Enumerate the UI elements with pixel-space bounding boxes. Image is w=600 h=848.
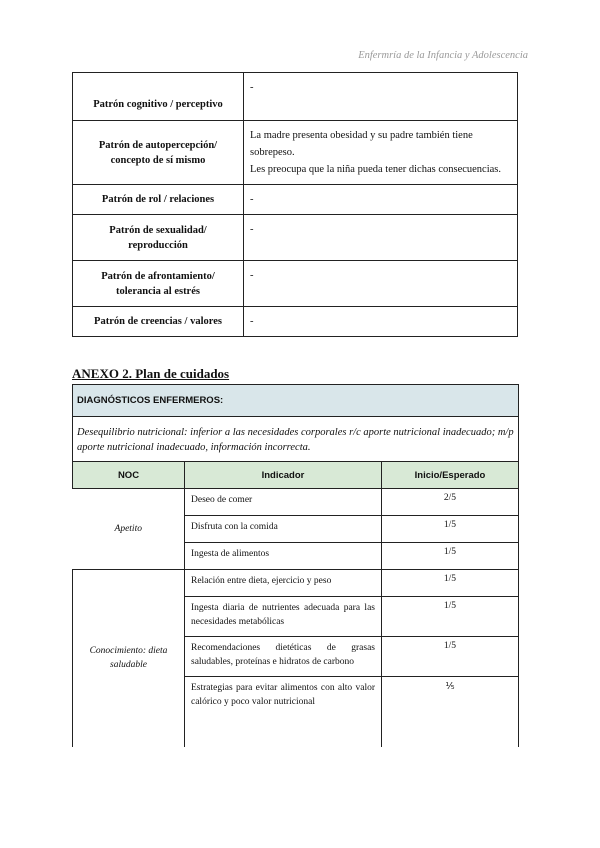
pattern-value: - [244, 215, 518, 261]
patterns-table [72, 72, 518, 337]
value-cell: 1/5 [382, 597, 519, 637]
indicator-cell: Ingesta diaria de nutrientes adecuada para las necesidades metabólicas [185, 597, 382, 637]
pattern-label: Patrón cognitivo / perceptivo [73, 73, 244, 121]
diagnosis-header: DIAGNÓSTICOS ENFERMEROS: [73, 385, 519, 417]
pattern-label: Patrón de rol / relaciones [73, 185, 244, 215]
value-cell: 1/5 [382, 516, 519, 543]
page-header: Enfermría de la Infancia y Adolescencia [358, 50, 528, 61]
indicator-cell: Deseo de comer [185, 489, 382, 516]
value-cell: ⅕ [382, 677, 519, 747]
pattern-value: La madre presenta obesidad y su padre también tiene sobrepeso. Les preocupa que la niña pueda tener dichas consecuencias. [244, 121, 518, 185]
pattern-value: - [244, 73, 518, 121]
pattern-label: Patrón de sexualidad/ reproducción [73, 215, 244, 261]
indicator-cell: Disfruta con la comida [185, 516, 382, 543]
noc-label: Apetito [73, 489, 185, 570]
table-row [73, 307, 518, 337]
column-header-noc: NOC [73, 462, 185, 489]
diagnosis-text: Desequilibrio nutricional: inferior a las necesidades corporales r/c aporte nutricional inadecuado; m/p aporte nutricional inadecuado, información incorrecta. [73, 417, 519, 462]
value-cell: 1/5 [382, 637, 519, 677]
pattern-value: - [244, 261, 518, 307]
table-row [73, 489, 519, 516]
pattern-value: - [244, 185, 518, 215]
section-title: ANEXO 2. Plan de cuidados [72, 366, 230, 381]
table-row [73, 570, 519, 597]
table-row [73, 121, 518, 185]
table-row [73, 261, 518, 307]
table-row [73, 417, 519, 462]
indicator-cell: Ingesta de alimentos [185, 543, 382, 570]
table-row [73, 385, 519, 417]
indicator-cell: Recomendaciones dietéticas de grasas saludables, proteínas e hidratos de carbono [185, 637, 382, 677]
table-row [73, 215, 518, 261]
table-row [73, 185, 518, 215]
care-plan-table [72, 384, 519, 747]
table-row [73, 73, 518, 121]
value-cell: 2/5 [382, 489, 519, 516]
value-cell: 1/5 [382, 543, 519, 570]
column-header-value: Inicio/Esperado [382, 462, 519, 489]
pattern-value: - [244, 307, 518, 337]
table-row [73, 462, 519, 489]
column-header-indicator: Indicador [185, 462, 382, 489]
value-cell: 1/5 [382, 570, 519, 597]
pattern-label: Patrón de afrontamiento/ tolerancia al estrés [73, 261, 244, 307]
indicator-cell: Relación entre dieta, ejercicio y peso [185, 570, 382, 597]
pattern-label: Patrón de creencias / valores [73, 307, 244, 337]
noc-label: Conocimiento: dieta saludable [73, 570, 185, 747]
indicator-cell: Estrategias para evitar alimentos con alto valor calórico y poco valor nutricional [185, 677, 382, 747]
pattern-label: Patrón de autopercepción/ concepto de sí mismo [73, 121, 244, 185]
